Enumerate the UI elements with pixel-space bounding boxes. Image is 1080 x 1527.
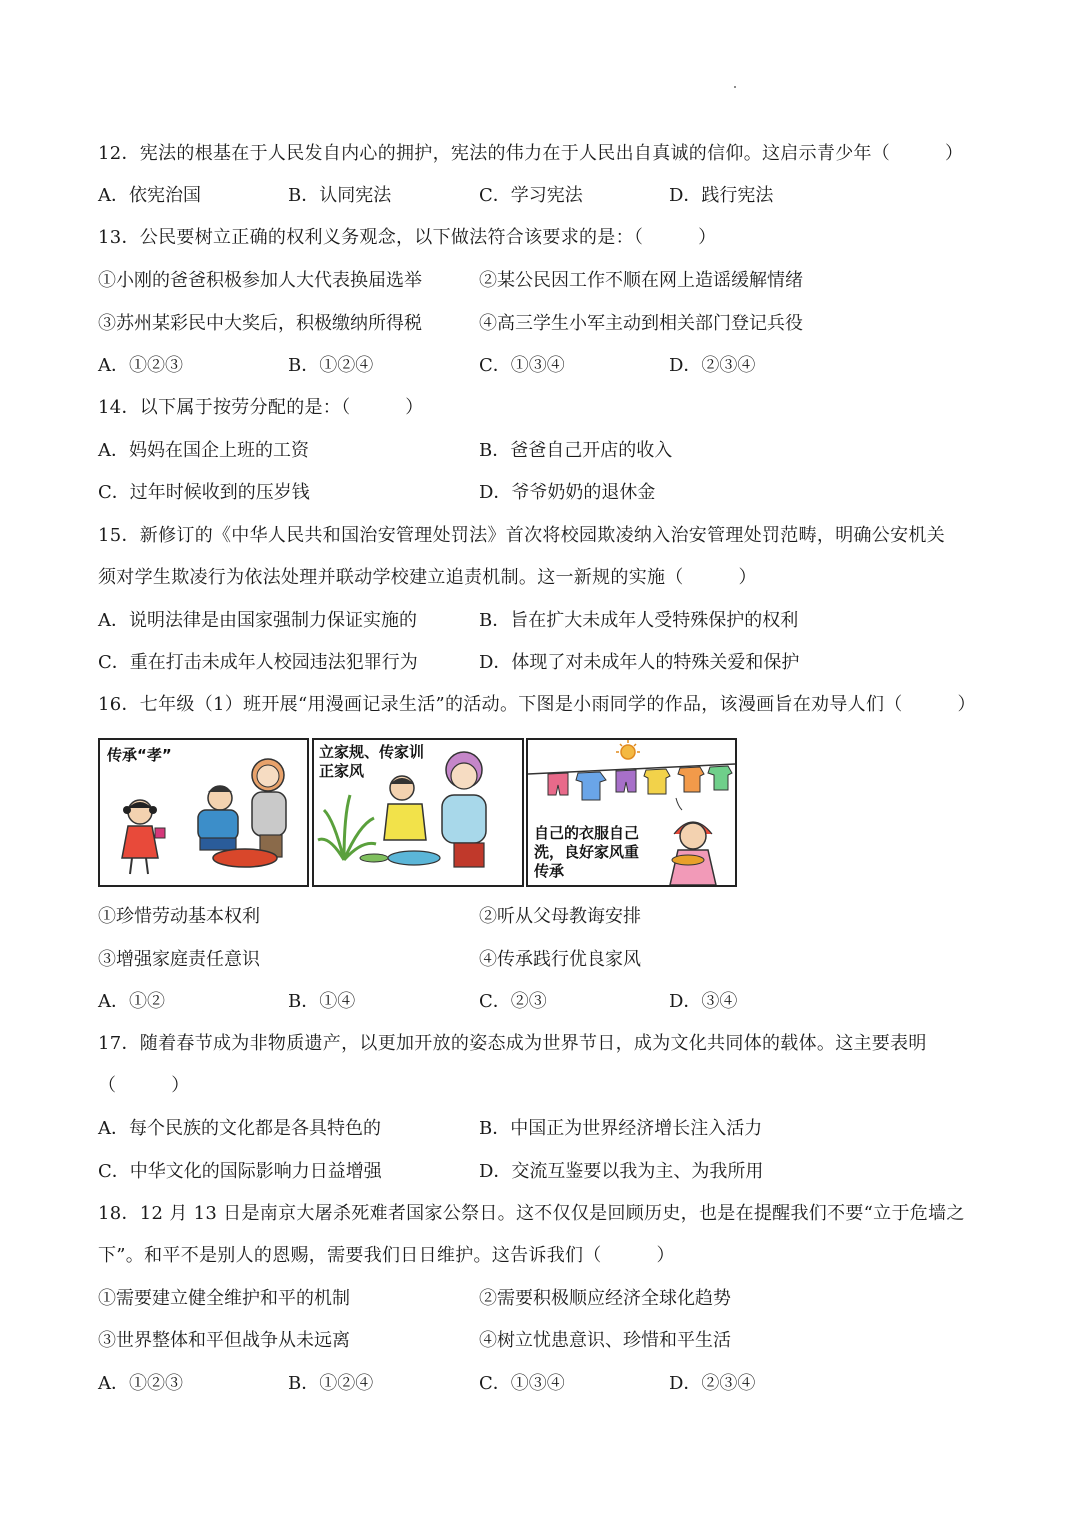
comic-caption-3-line3: 传承 bbox=[534, 862, 565, 880]
q12-option-c: C．学习宪法 bbox=[479, 185, 583, 206]
q17-option-d: D．交流互鉴要以我为主、为我所用 bbox=[479, 1161, 764, 1182]
q12-stem: 12．宪法的根基在于人民发自内心的拥护，宪法的伟力在于人民出自真诚的信仰。这启示青少年（ ） bbox=[98, 143, 964, 164]
q18-item-3: ③世界整体和平但战争从未远离 bbox=[98, 1330, 350, 1351]
filial-piety-illustration bbox=[100, 740, 307, 885]
q14-stem: 14．以下属于按劳分配的是：（ ） bbox=[98, 397, 424, 418]
q17-option-c: C．中华文化的国际影响力日益增强 bbox=[98, 1161, 382, 1182]
q15-option-b: B．旨在扩大未成年人受特殊保护的权利 bbox=[479, 610, 799, 631]
q16-item-4: ④传承践行优良家风 bbox=[479, 949, 641, 970]
comic-panel-filial-piety bbox=[98, 738, 309, 887]
q13-option-d: D．②③④ bbox=[669, 355, 756, 376]
q16-item-3: ③增强家庭责任意识 bbox=[98, 949, 260, 970]
q18-option-c: C．①③④ bbox=[479, 1373, 565, 1394]
q18-item-1: ①需要建立健全维护和平的机制 bbox=[98, 1288, 350, 1309]
q14-option-a: A．妈妈在国企上班的工资 bbox=[98, 440, 309, 461]
q18-option-a: A．①②③ bbox=[98, 1373, 183, 1394]
comic-caption-2-line2: 正家风 bbox=[319, 762, 365, 780]
q12-option-a: A．依宪治国 bbox=[98, 185, 201, 206]
q15-option-a: A．说明法律是由国家强制力保证实施的 bbox=[98, 610, 417, 631]
q13-option-b: B．①②④ bbox=[288, 355, 374, 376]
q16-item-1: ①珍惜劳动基本权利 bbox=[98, 906, 260, 927]
comic-panel-family-rules bbox=[312, 738, 524, 887]
q18-option-b: B．①②④ bbox=[288, 1373, 374, 1394]
q15-option-d: D．体现了对未成年人的特殊关爱和保护 bbox=[479, 652, 800, 673]
q16-option-d: D．③④ bbox=[669, 991, 738, 1012]
stray-dot bbox=[734, 86, 736, 88]
q13-item-1: ①小刚的爸爸积极参加人大代表换届选举 bbox=[98, 270, 422, 291]
q13-option-a: A．①②③ bbox=[98, 355, 183, 376]
q13-stem: 13．公民要树立正确的权利义务观念，以下做法符合该要求的是：（ ） bbox=[98, 227, 717, 248]
q13-item-3: ③苏州某彩民中大奖后，积极缴纳所得税 bbox=[98, 313, 422, 334]
q17-option-a: A．每个民族的文化都是各具特色的 bbox=[98, 1118, 381, 1139]
q18-stem-line1: 18．12 月 13 日是南京大屠杀死难者国家公祭日。这不仅仅是回顾历史，也是在提醒我们不要“立于危墙之 bbox=[98, 1203, 965, 1224]
q13-item-4: ④高三学生小军主动到相关部门登记兵役 bbox=[479, 313, 803, 334]
comic-caption-3-line1: 自己的衣服自己 bbox=[534, 824, 640, 842]
q13-option-c: C．①③④ bbox=[479, 355, 565, 376]
q18-item-4: ④树立忧患意识、珍惜和平生活 bbox=[479, 1330, 731, 1351]
q18-stem-line2: 下”。和平不是别人的恩赐，需要我们日日维护。这告诉我们（ ） bbox=[98, 1245, 675, 1266]
q14-option-b: B．爸爸自己开店的收入 bbox=[479, 440, 673, 461]
q14-option-c: C．过年时候收到的压岁钱 bbox=[98, 482, 310, 503]
comic-caption-2-line1: 立家规、传家训 bbox=[319, 743, 425, 761]
q18-item-2: ②需要积极顺应经济全球化趋势 bbox=[479, 1288, 731, 1309]
q12-option-d: D．践行宪法 bbox=[669, 185, 774, 206]
q16-option-c: C．②③ bbox=[479, 991, 547, 1012]
q15-stem-line2: 须对学生欺凌行为依法处理并联动学校建立追责机制。这一新规的实施（ ） bbox=[98, 567, 757, 588]
comic-caption-3-line2: 洗，良好家风重 bbox=[534, 843, 640, 861]
q15-stem-line1: 15．新修订的《中华人民共和国治安管理处罚法》首次将校园欺凌纳入治安管理处罚范畴，明确公安机关 bbox=[98, 525, 945, 546]
q16-option-b: B．①④ bbox=[288, 991, 356, 1012]
q16-item-2: ②听从父母教诲安排 bbox=[479, 906, 641, 927]
q16-option-a: A．①② bbox=[98, 991, 165, 1012]
q15-option-c: C．重在打击未成年人校园违法犯罪行为 bbox=[98, 652, 418, 673]
q17-option-b: B．中国正为世界经济增长注入活力 bbox=[479, 1118, 763, 1139]
q14-option-d: D．爷爷奶奶的退休金 bbox=[479, 482, 656, 503]
q17-stem-line2: （ ） bbox=[98, 1075, 190, 1096]
q17-stem-line1: 17．随着春节成为非物质遗产，以更加开放的姿态成为世界节日，成为文化共同体的载体。这主要表明 bbox=[98, 1033, 927, 1054]
comic-panel-laundry bbox=[526, 738, 737, 887]
q12-option-b: B．认同宪法 bbox=[288, 185, 392, 206]
comic-caption-1: 传承“孝” bbox=[107, 746, 172, 764]
q18-option-d: D．②③④ bbox=[669, 1373, 756, 1394]
q16-stem: 16．七年级（1）班开展“用漫画记录生活”的活动。下图是小雨同学的作品，该漫画旨在劝导人们（ ） bbox=[98, 694, 976, 715]
family-rules-illustration bbox=[314, 740, 522, 885]
laundry-illustration bbox=[528, 740, 735, 885]
q13-item-2: ②某公民因工作不顺在网上造谣缓解情绪 bbox=[479, 270, 803, 291]
